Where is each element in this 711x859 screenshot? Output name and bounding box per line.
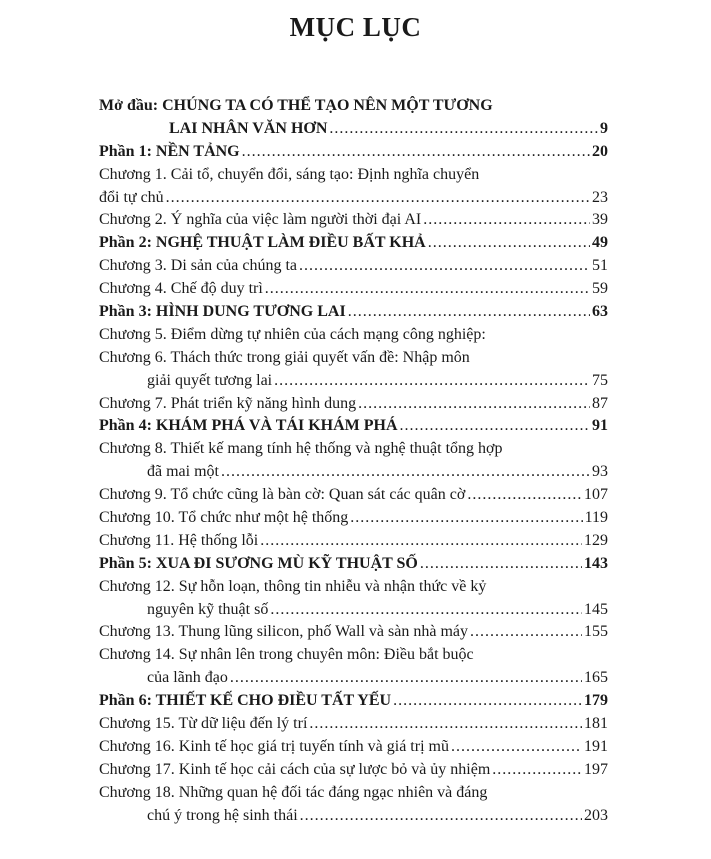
dot-leader — [260, 530, 582, 553]
toc-entry-title: Phần 5: XUA ĐI SƯƠNG MÙ KỸ THUẬT SỐ — [99, 554, 418, 572]
dot-leader — [309, 713, 582, 736]
dot-leader — [274, 370, 590, 393]
toc-page-number: 87 — [592, 394, 608, 412]
dot-leader — [470, 621, 582, 644]
toc-page-number: 145 — [584, 600, 608, 618]
toc-entry-title: Chương 9. Tổ chức cũng là bàn cờ: Quan sát các quân cờ — [99, 486, 466, 504]
toc-entry-title-cont: LAI NHÂN VĂN HƠN — [169, 119, 328, 137]
toc-entry-chapter-16[interactable] — [99, 736, 608, 759]
toc-entry-title-cont: đã mai một — [147, 463, 219, 481]
dot-leader — [329, 118, 598, 141]
toc-entry-title: Chương 14. Sự nhân lên trong chuyên môn: Điều bắt buộc — [99, 646, 474, 664]
toc-entry-chapter-6[interactable] — [99, 347, 608, 370]
toc-entry-title: Phần 1: NỀN TẢNG — [99, 142, 240, 160]
toc-entry-title: Chương 3. Di sản của chúng ta — [99, 257, 297, 275]
dot-leader — [358, 393, 590, 416]
toc-page-number: 107 — [584, 486, 608, 504]
toc-entry-title: Phần 2: NGHỆ THUẬT LÀM ĐIỀU BẤT KHẢ — [99, 234, 426, 252]
toc-entry-chapter-12-cont[interactable] — [99, 599, 608, 622]
page-title: MỤC LỤC — [289, 12, 422, 42]
toc-page-number: 155 — [584, 623, 608, 641]
dot-leader — [299, 255, 590, 278]
dot-leader — [350, 507, 582, 530]
toc-page-number: 49 — [592, 234, 608, 252]
toc-entry-part-6[interactable] — [99, 690, 608, 713]
toc-entry-title: Phần 3: HÌNH DUNG TƯƠNG LAI — [99, 303, 346, 321]
toc-entry-title-cont: nguyên kỹ thuật số — [147, 600, 269, 618]
toc-entry-chapter-1[interactable] — [99, 164, 608, 187]
toc-entry-part-1[interactable] — [99, 141, 608, 164]
toc-entry-title: Chương 18. Những quan hệ đối tác đáng ngạc nhiên và đáng — [99, 783, 488, 801]
dot-leader — [451, 736, 582, 759]
toc-entry-chapter-4[interactable] — [99, 278, 608, 301]
dot-leader — [423, 209, 590, 232]
toc-entry-chapter-15[interactable] — [99, 713, 608, 736]
toc-entry-chapter-6-cont[interactable] — [99, 370, 608, 393]
toc-page-number: 20 — [592, 142, 608, 160]
toc-entry-title: Chương 6. Thách thức trong giải quyết vấn đề: Nhập môn — [99, 348, 470, 366]
toc-entry-chapter-1-cont[interactable] — [99, 187, 608, 210]
toc-page-number: 179 — [584, 692, 608, 710]
toc-entry-title: Chương 1. Cải tổ, chuyển đổi, sáng tạo: Định nghĩa chuyển — [99, 165, 480, 183]
toc-entry-intro[interactable] — [99, 95, 608, 118]
toc-entry-chapter-14[interactable] — [99, 644, 608, 667]
dot-leader — [300, 805, 582, 828]
dot-leader — [166, 187, 590, 210]
toc-entry-title-cont: đổi tự chủ — [99, 188, 164, 206]
toc-page-number: 59 — [592, 280, 608, 298]
toc-page-number: 129 — [584, 531, 608, 549]
dot-leader — [467, 484, 582, 507]
toc-entry-part-4[interactable] — [99, 415, 608, 438]
dot-leader — [242, 141, 590, 164]
dot-leader — [265, 278, 590, 301]
toc-entry-title: Phần 4: KHÁM PHÁ VÀ TÁI KHÁM PHÁ — [99, 417, 398, 435]
toc-entry-title-cont: giải quyết tương lai — [147, 371, 273, 389]
dot-leader — [492, 759, 582, 782]
toc-page-number: 203 — [584, 806, 608, 824]
dot-leader — [270, 599, 582, 622]
toc-entry-title: Chương 7. Phát triển kỹ năng hình dung — [99, 394, 357, 412]
toc-page-number: 181 — [584, 715, 608, 733]
toc-entry-chapter-5[interactable] — [99, 324, 608, 347]
toc-page-number: 197 — [584, 760, 608, 778]
toc-entry-title: Chương 15. Từ dữ liệu đến lý trí — [99, 715, 308, 733]
toc-entry-chapter-18-cont[interactable] — [99, 805, 608, 828]
dot-leader — [221, 461, 590, 484]
toc-entry-chapter-17[interactable] — [99, 759, 608, 782]
toc-entry-title: Chương 17. Kinh tế học cải cách của sự lược bỏ và ủy nhiệm — [99, 760, 491, 778]
dot-leader — [420, 553, 582, 576]
toc-page-number: 23 — [592, 188, 608, 206]
dot-leader — [230, 667, 582, 690]
toc-entry-chapter-18[interactable] — [99, 782, 608, 805]
toc-page-number: 143 — [584, 554, 608, 572]
toc-entry-title-cont: của lãnh đạo — [147, 669, 228, 687]
toc-entry-chapter-3[interactable] — [99, 255, 608, 278]
toc-entry-title: Chương 10. Tổ chức như một hệ thống — [99, 509, 349, 527]
toc-page-number: 191 — [584, 737, 608, 755]
dot-leader — [400, 415, 590, 438]
toc-page-number: 39 — [592, 211, 608, 229]
toc-entry-title: Chương 11. Hệ thống lỗi — [99, 531, 259, 549]
toc-entry-title: Chương 13. Thung lũng silicon, phố Wall và sàn nhà máy — [99, 623, 468, 641]
toc-entry-title: Chương 16. Kinh tế học giá trị tuyến tính và giá trị mũ — [99, 737, 449, 755]
toc-entry-title-cont: chú ý trong hệ sinh thái — [147, 806, 298, 824]
toc-entry-title: Chương 12. Sự hỗn loạn, thông tin nhiễu và nhận thức về kỷ — [99, 577, 487, 595]
toc-entry-title: Chương 4. Chế độ duy trì — [99, 280, 263, 298]
toc-page-number: 51 — [592, 257, 608, 275]
toc-entry-chapter-9[interactable] — [99, 484, 608, 507]
toc-entry-chapter-8-cont[interactable] — [99, 461, 608, 484]
toc-entry-title: Mở đầu: CHÚNG TA CÓ THỂ TẠO NÊN MỘT TƯƠNG — [99, 97, 493, 114]
dot-leader — [393, 690, 582, 713]
toc-entry-chapter-14-cont[interactable] — [99, 667, 608, 690]
toc-page-number: 91 — [592, 417, 608, 435]
toc-page-number: 63 — [592, 303, 608, 321]
toc-entry-part-2[interactable] — [99, 232, 608, 255]
toc-entry-chapter-10[interactable] — [99, 507, 608, 530]
toc-entry-title: Phần 6: THIẾT KẾ CHO ĐIỀU TẤT YẾU — [99, 692, 392, 710]
toc-entry-intro-cont[interactable] — [99, 118, 608, 141]
toc-page-number: 165 — [584, 669, 608, 687]
table-of-contents — [99, 95, 608, 828]
toc-page-number: 119 — [584, 509, 608, 527]
toc-page-number: 75 — [592, 371, 608, 389]
toc-entry-chapter-13[interactable] — [99, 621, 608, 644]
dot-leader — [348, 301, 590, 324]
toc-entry-part-3[interactable] — [99, 301, 608, 324]
toc-entry-chapter-8[interactable] — [99, 438, 608, 461]
toc-entry-chapter-12[interactable] — [99, 576, 608, 599]
toc-entry-title: Chương 2. Ý nghĩa của việc làm người thời đại AI — [99, 211, 422, 229]
toc-page-number: 9 — [600, 119, 608, 137]
dot-leader — [428, 232, 590, 255]
toc-entry-chapter-2[interactable] — [99, 209, 608, 232]
toc-entry-title: Chương 5. Điểm dừng tự nhiên của cách mạng công nghiệp: — [99, 325, 486, 343]
toc-entry-part-5[interactable] — [99, 553, 608, 576]
toc-entry-chapter-7[interactable] — [99, 393, 608, 416]
toc-entry-chapter-11[interactable] — [99, 530, 608, 553]
toc-entry-title: Chương 8. Thiết kế mang tính hệ thống và nghệ thuật tổng hợp — [99, 440, 503, 458]
toc-page-number: 93 — [592, 463, 608, 481]
